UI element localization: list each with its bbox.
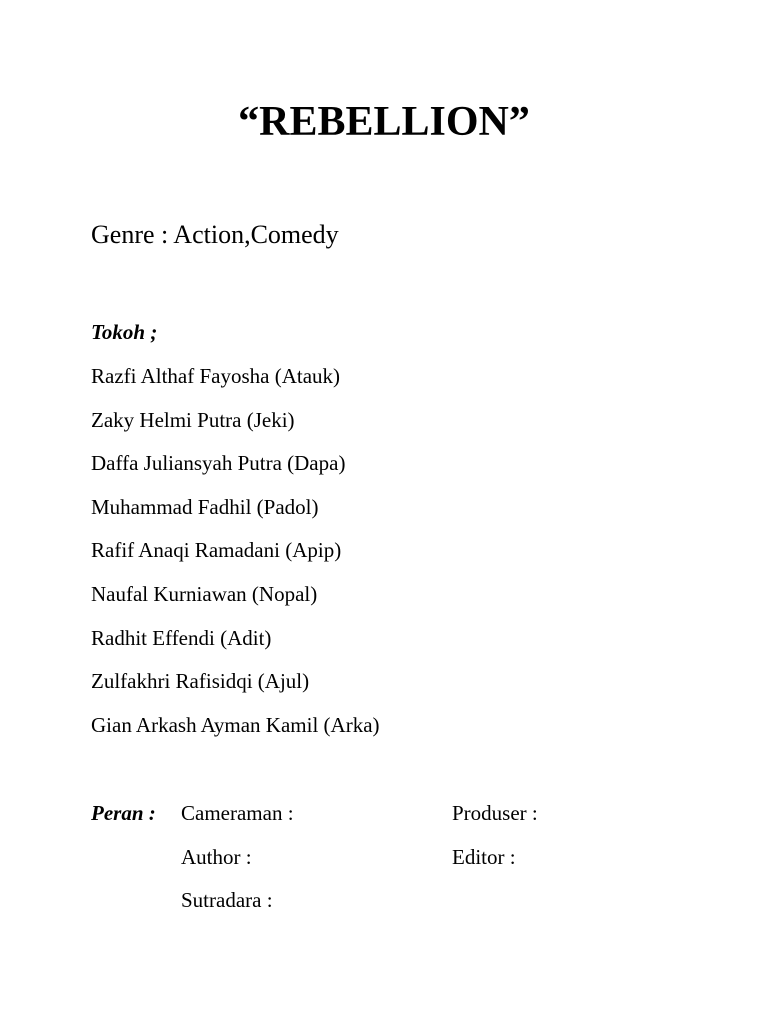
role-editor: Editor : [452, 845, 516, 869]
cast-member: Radhit Effendi (Adit) [91, 625, 272, 650]
cast-member: Rafif Anaqi Ramadani (Apip) [91, 538, 342, 563]
cast-member: Zaky Helmi Putra (Jeki) [91, 407, 295, 432]
document-title: “REBELLION” [238, 99, 530, 145]
cast-member: Daffa Juliansyah Putra (Dapa) [91, 451, 346, 476]
cast-member: Zulfakhri Rafisidqi (Ajul) [91, 669, 310, 694]
genre-line: Genre : Action,Comedy [91, 220, 339, 249]
cast-member: Gian Arkash Ayman Kamil (Arka) [91, 712, 380, 737]
cast-member: Muhammad Fadhil (Padol) [91, 494, 319, 519]
cast-member: Razfi Althaf Fayosha (Atauk) [91, 364, 341, 388]
cast-list [91, 362, 380, 754]
cast-member: Naufal Kurniawan (Nopal) [91, 581, 318, 606]
role-sutradara: Sutradara : [181, 888, 273, 912]
role-produser: Produser : [452, 801, 538, 825]
role-cameraman: Cameraman : [181, 801, 294, 825]
peran-label: Peran : [91, 801, 156, 825]
role-author: Author : [181, 845, 252, 869]
tokoh-heading: Tokoh ; [91, 320, 158, 344]
